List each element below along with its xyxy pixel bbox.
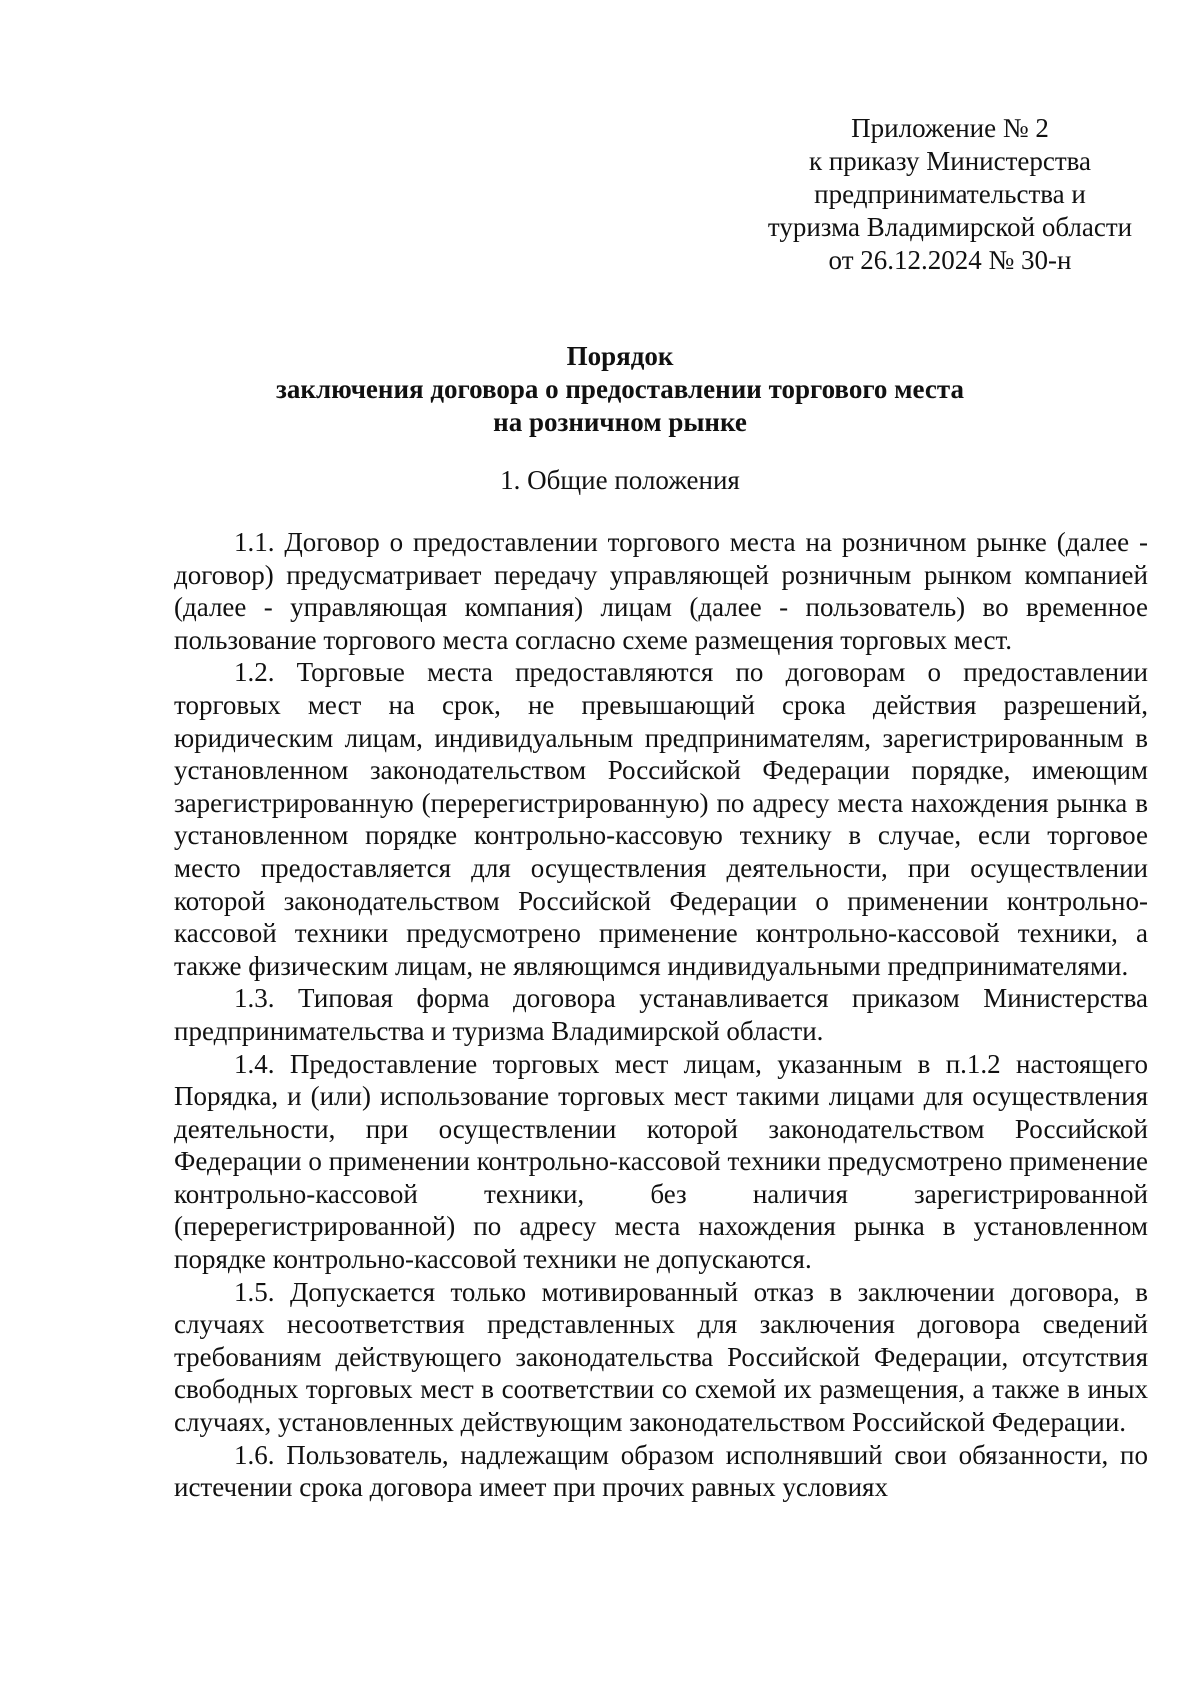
- appendix-header: [740, 112, 1160, 277]
- paragraph-1-6: 1.6. Пользователь, надлежащим образом исполнявший свои обязанности, по истечении срока договора имеет при прочих равных условиях: [174, 1439, 1148, 1503]
- document-title: [170, 340, 1070, 439]
- paragraph-1-3: 1.3. Типовая форма договора устанавливается приказом Министерства предпринимательства и туризма Владимирской области.: [174, 983, 1148, 1046]
- appendix-line-number: Приложение № 2: [851, 113, 1049, 143]
- section-heading: 1. Общие положения: [500, 465, 740, 495]
- paragraph-1-1: 1.1. Договор о предоставлении торгового места на розничном рынке (далее - договор) предусматривает передачу управляющей розничным рынком компанией (далее - управляющая компания) лицам (далее - пользователь) во временное пользование торгового места согласно схеме размещения торговых мест.: [174, 527, 1148, 655]
- appendix-line-date: от 26.12.2024 № 30-н: [828, 245, 1072, 275]
- title-line-1: Порядок: [566, 341, 674, 371]
- appendix-line-order: к приказу Министерства: [808, 146, 1092, 176]
- paragraph-1-5: 1.5. Допускается только мотивированный отказ в заключении договора, в случаях несоответствия представленных для заключения договора сведений требованиям действующего законодательства Российской Федерации, отсутствия свободных торговых мест в соответствии со схемой их размещения, а также в иных случаях, установленных действующим законодательством Российской Федерации.: [174, 1276, 1148, 1438]
- paragraph-1-4: 1.4. Предоставление торговых мест лицам, указанным в п.1.2 настоящего Порядка, и (или) использование торговых мест такими лицами для осуществления деятельности, при осуществлении которой законодательством Российской Федерации о применении контрольно-кассовой техники предусмотрено применение контрольно-кассовой техники, без наличия зарегистрированной (перерегистрированной) по адресу места нахождения рынка в установленном порядке контрольно-кассовой техники не допускаются.: [174, 1048, 1148, 1275]
- appendix-line-ministry: предпринимательства и: [814, 179, 1086, 209]
- title-line-2: заключения договора о предоставлении торгового места: [276, 374, 964, 404]
- appendix-line-region: туризма Владимирской области: [767, 212, 1133, 242]
- paragraph-1-2: 1.2. Торговые места предоставляются по договорам о предоставлении торговых мест на срок, не превышающий срока действия разрешений, юридическим лицам, индивидуальным предпринимателям, зарегистрированным в установленном законодательством Российской Федерации порядке, имеющим зарегистрированную (перерегистрированную) по адресу места нахождения рынка в установленном порядке контрольно-кассовую технику в случае, если торговое место предоставляется для осуществления деятельности, при осуществлении которой законодательством Российской Федерации о применении контрольно-кассовой техники предусмотрено применение контрольно-кассовой техники, а также физическим лицам, не являющимся индивидуальными предпринимателями.: [174, 657, 1148, 981]
- title-line-3: на розничном рынке: [493, 407, 747, 437]
- document-body: [174, 526, 1148, 1504]
